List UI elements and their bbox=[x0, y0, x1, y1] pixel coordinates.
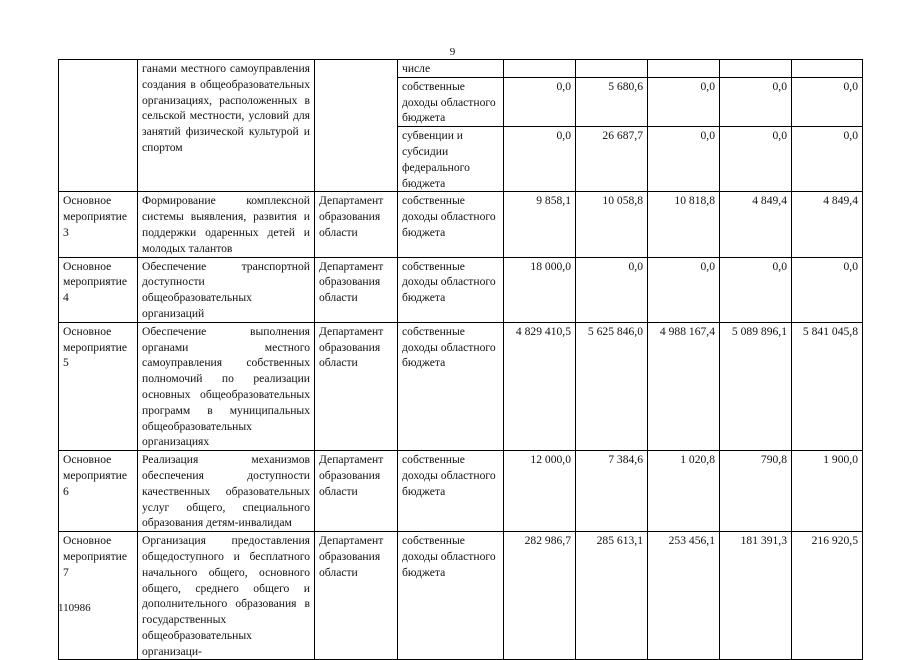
value-cell: 0,0 bbox=[648, 77, 720, 126]
value-cell: 0,0 bbox=[720, 127, 792, 192]
table-row bbox=[59, 322, 863, 450]
value-cell: 9 858,1 bbox=[504, 192, 576, 257]
description-cell: Реализация механизмов обеспечения доступности качественных образовательных услуг общего, специального образования детям-инвалидам bbox=[138, 451, 315, 532]
table-row bbox=[59, 451, 863, 532]
value-cell bbox=[720, 60, 792, 78]
value-cell: 216 920,5 bbox=[792, 532, 863, 660]
funding-source-cell: собственные доходы областного бюджета bbox=[398, 192, 504, 257]
document-code: 110986 bbox=[58, 602, 91, 614]
value-cell: 0,0 bbox=[792, 127, 863, 192]
value-cell: 7 384,6 bbox=[576, 451, 648, 532]
description-cell: Формирование комплексной системы выявления, развития и поддержки одаренных детей и молодых талантов bbox=[138, 192, 315, 257]
table-row bbox=[59, 60, 863, 78]
value-cell: 5 841 045,8 bbox=[792, 322, 863, 450]
activity-cell: Основное мероприятие 3 bbox=[59, 192, 138, 257]
funding-source-cell: субвенции и субсидии федерального бюджета bbox=[398, 127, 504, 192]
activity-cell: Основное мероприятие 5 bbox=[59, 322, 138, 450]
activity-cell: Основное мероприятие 4 bbox=[59, 257, 138, 322]
value-cell: 1 020,8 bbox=[648, 451, 720, 532]
value-cell: 0,0 bbox=[648, 257, 720, 322]
value-cell: 5 089 896,1 bbox=[720, 322, 792, 450]
value-cell: 4 988 167,4 bbox=[648, 322, 720, 450]
value-cell: 12 000,0 bbox=[504, 451, 576, 532]
value-cell: 0,0 bbox=[648, 127, 720, 192]
value-cell: 4 849,4 bbox=[792, 192, 863, 257]
executor-cell: Департамент образования области bbox=[315, 257, 398, 322]
description-cell: Обеспечение транспортной доступности общеобразовательных организаций bbox=[138, 257, 315, 322]
activity-cell: Основное мероприятие 7 bbox=[59, 532, 138, 660]
value-cell: 26 687,7 bbox=[576, 127, 648, 192]
funding-source-cell: собственные доходы областного бюджета bbox=[398, 532, 504, 660]
executor-cell: Департамент образования области bbox=[315, 532, 398, 660]
value-cell bbox=[504, 60, 576, 78]
value-cell: 1 900,0 bbox=[792, 451, 863, 532]
funding-source-cell: собственные доходы областного бюджета bbox=[398, 257, 504, 322]
description-cell: Организация предоставления общедоступного и бесплатного начального общего, основного общего, среднего общего и дополнительного образования в государственных общеобразовательных организаци- bbox=[138, 532, 315, 660]
executor-cell: Департамент образования области bbox=[315, 192, 398, 257]
value-cell bbox=[792, 60, 863, 78]
value-cell: 282 986,7 bbox=[504, 532, 576, 660]
value-cell: 0,0 bbox=[576, 257, 648, 322]
value-cell: 0,0 bbox=[792, 77, 863, 126]
activity-cell bbox=[59, 60, 138, 192]
funding-source-cell: собственные доходы областного бюджета bbox=[398, 322, 504, 450]
value-cell: 0,0 bbox=[720, 257, 792, 322]
value-cell: 181 391,3 bbox=[720, 532, 792, 660]
activity-cell: Основное мероприятие 6 bbox=[59, 451, 138, 532]
funding-source-cell: собственные доходы областного бюджета bbox=[398, 451, 504, 532]
value-cell: 0,0 bbox=[504, 77, 576, 126]
value-cell: 5 680,6 bbox=[576, 77, 648, 126]
value-cell bbox=[648, 60, 720, 78]
value-cell: 4 849,4 bbox=[720, 192, 792, 257]
description-cell: ганами местного самоуправления создания в общеобразовательных организациях, расположенных в сельской местности, условий для занятий физической культурой и спортом bbox=[138, 60, 315, 192]
value-cell: 4 829 410,5 bbox=[504, 322, 576, 450]
funding-source-cell: числе bbox=[398, 60, 504, 78]
value-cell: 0,0 bbox=[792, 257, 863, 322]
budget-table bbox=[58, 59, 863, 660]
value-cell: 285 613,1 bbox=[576, 532, 648, 660]
table-row bbox=[59, 192, 863, 257]
executor-cell bbox=[315, 60, 398, 192]
value-cell: 253 456,1 bbox=[648, 532, 720, 660]
value-cell: 10 058,8 bbox=[576, 192, 648, 257]
table-row bbox=[59, 257, 863, 322]
value-cell: 0,0 bbox=[720, 77, 792, 126]
value-cell: 18 000,0 bbox=[504, 257, 576, 322]
value-cell: 0,0 bbox=[504, 127, 576, 192]
funding-source-cell: собственные доходы областного бюджета bbox=[398, 77, 504, 126]
value-cell bbox=[576, 60, 648, 78]
table-row bbox=[59, 532, 863, 660]
executor-cell: Департамент образования области bbox=[315, 322, 398, 450]
page-number: 9 bbox=[449, 46, 456, 58]
value-cell: 10 818,8 bbox=[648, 192, 720, 257]
value-cell: 5 625 846,0 bbox=[576, 322, 648, 450]
description-cell: Обеспечение выполнения органами местного самоуправления собственных полномочий по реализации основных общеобразовательных программ в муниципальных общеобразовательных организациях bbox=[138, 322, 315, 450]
executor-cell: Департамент образования области bbox=[315, 451, 398, 532]
value-cell: 790,8 bbox=[720, 451, 792, 532]
